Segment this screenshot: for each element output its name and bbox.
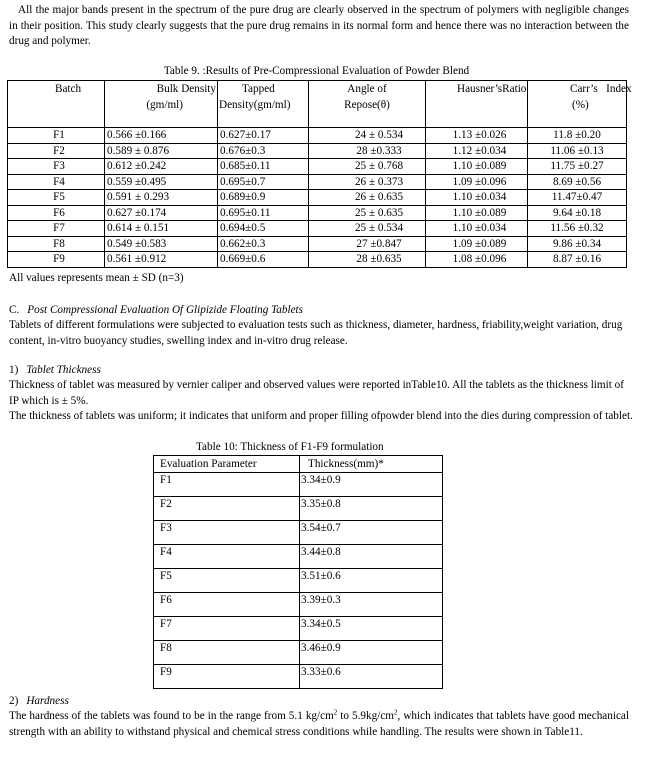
subsection-1-number: 1) (9, 364, 19, 376)
table9-cell: F6 (8, 205, 105, 221)
table9-cell: 1.10 ±0.034 (426, 190, 528, 206)
table10-cell: 3.44±0.8 (300, 545, 443, 569)
table9-cell: 26 ± 0.373 (309, 174, 426, 190)
table9-cell: 11.75 ±0.27 (528, 159, 627, 175)
table9-cell: F4 (8, 174, 105, 190)
table10-caption: Table 10: Thickness of F1-F9 formulation (196, 441, 384, 453)
table10-cell: 3.34±0.9 (300, 473, 443, 497)
section-c-text: Tablets of different formulations were subjected to evaluation tests such as thickness, diameter, hardness, friability,weight variation, drug content, in-vitro buoyancy studies, swelling index and in-vitro drug release. (9, 319, 623, 347)
table9-body (8, 128, 627, 268)
table9-header-line: Density(gm/ml) (219, 99, 291, 111)
hardness-sup-b: 2 (394, 708, 398, 717)
table9-cell: 11.56 ±0.32 (528, 221, 627, 237)
table10-cell: 3.39±0.3 (300, 593, 443, 617)
table9-header-line: Tapped (242, 83, 275, 95)
section-c-number: C. (9, 304, 20, 316)
table9 (7, 80, 632, 268)
table9-cell: 1.10 ±0.089 (426, 205, 528, 221)
table9-cell: F1 (8, 128, 105, 144)
table9-row (8, 143, 627, 159)
subsection-1-heading (9, 363, 101, 379)
table10-cell: F7 (154, 617, 300, 641)
hardness-sup-a: 2 (333, 708, 338, 717)
table9-cell: 0.676±0.3 (218, 143, 309, 159)
table10-cell: 3.46±0.9 (300, 641, 443, 665)
table10-cell: 3.54±0.7 (300, 521, 443, 545)
table9-cell: 1.08 ±0.096 (426, 252, 528, 268)
table9-cell: 11.47±0.47 (528, 190, 627, 206)
table9-header-line: Bulk Density (156, 83, 216, 95)
table9-cell: 9.64 ±0.18 (528, 205, 627, 221)
table9-cell: 1.09 ±0.089 (426, 236, 528, 252)
table10-row (154, 521, 443, 545)
table10-header-cell: Thickness(mm)* (300, 456, 443, 473)
table9-cell: 0.561 ±0.912 (105, 252, 218, 268)
table9-cell: 0.566 ±0.166 (105, 128, 218, 144)
subsection-1-title: Tablet Thickness (26, 364, 101, 376)
table9-cell: 25 ± 0.635 (309, 205, 426, 221)
table9-cell: F3 (8, 159, 105, 175)
subsection-2-heading (9, 694, 69, 710)
table9-cell: F2 (8, 143, 105, 159)
table9-cell: 0.695±0.11 (218, 205, 309, 221)
table9-header-line: Repose(θ) (344, 99, 390, 111)
table9-row (8, 174, 627, 190)
table9-cell: F9 (8, 252, 105, 268)
subsection-2-number: 2) (9, 695, 19, 707)
table9-cell: 0.614 ± 0.151 (105, 221, 218, 237)
table9-cell: 11.06 ±0.13 (528, 143, 627, 159)
table10-row (154, 569, 443, 593)
table9-cell: F8 (8, 236, 105, 252)
table9-cell: F5 (8, 190, 105, 206)
hardness-text-b: to 5.9kg/cm (337, 710, 394, 722)
table9-cell: 8.87 ±0.16 (528, 252, 627, 268)
table10-body (154, 473, 443, 689)
table9-header-line: Batch (55, 83, 82, 95)
table9-cell: 25 ± 0.534 (309, 221, 426, 237)
table10-row (154, 665, 443, 689)
hardness-text-c: , which indicates that tablets have good mechanical strength with an ability to withstand physical and chemical stress conditions while handling. The results were shown in Table11. (9, 710, 629, 738)
table10-row (154, 473, 443, 497)
table10-cell: 3.35±0.8 (300, 497, 443, 521)
subsection-2-text (9, 709, 629, 740)
table9-cell: 1.12 ±0.034 (426, 143, 528, 159)
table9-cell: 0.689±0.9 (218, 190, 309, 206)
table10-row (154, 617, 443, 641)
table9-cell: 1.10 ±0.034 (426, 221, 528, 237)
table10-header-row (154, 456, 443, 473)
section-c-heading (9, 303, 303, 319)
table9-row (8, 221, 627, 237)
table9-footnote: All values represents mean ± SD (n=3) (9, 272, 184, 284)
table9-cell: 24 ± 0.534 (309, 128, 426, 144)
hardness-text-a: The hardness of the tablets was found to be in the range from 5.1 kg/cm (9, 710, 334, 722)
table9-cell: 1.13 ±0.026 (426, 128, 528, 144)
table10-cell: F1 (154, 473, 300, 497)
table9-cell: 0.627 ±0.174 (105, 205, 218, 221)
table10-cell: F9 (154, 665, 300, 689)
table10-cell: F3 (154, 521, 300, 545)
table10-cell: F6 (154, 593, 300, 617)
table10-row (154, 593, 443, 617)
table9-row (8, 205, 627, 221)
table9-cell: 0.591 ± 0.293 (105, 190, 218, 206)
table10-cell: F8 (154, 641, 300, 665)
table9-cell: 1.10 ±0.089 (426, 159, 528, 175)
table9-header-line: Carr’s Index (570, 83, 632, 95)
subsection-2-title: Hardness (26, 695, 69, 707)
table10-row (154, 641, 443, 665)
table9-row (8, 236, 627, 252)
subsection-1-text1: Thickness of tablet was measured by vernier caliper and observed values were reported inTable10. All the tablets as the thickness limit of IP which is ± 5%. (9, 379, 624, 407)
table9-header-cell (8, 81, 105, 128)
table9-row (8, 128, 627, 144)
table9-header-line: (gm/ml) (146, 99, 183, 111)
intro-paragraph: All the major bands present in the spectrum of the pure drug are clearly observed in the spectrum of polymers with negligible changes in their position. This study clearly suggests that the pure drug remains in its normal form and hence there was no interaction between the drug and polymer. (9, 4, 629, 47)
subsection-1-text2: The thickness of tablets was uniform; it indicates that uniform and proper filling ofpowder blend into the dies during compression of tablet. (9, 410, 633, 422)
table9-header-line: Hausner’sRatio (457, 83, 527, 95)
table9-header-line: Angle of (347, 83, 387, 95)
table9-header-line: (%) (572, 99, 589, 111)
table9-cell: 25 ± 0.768 (309, 159, 426, 175)
table9-row (8, 252, 627, 268)
table10 (153, 455, 443, 689)
table10-cell: F5 (154, 569, 300, 593)
table9-cell: 0.627±0.17 (218, 128, 309, 144)
table9-cell: 26 ± 0.635 (309, 190, 426, 206)
table9-cell: 27 ±0.847 (309, 236, 426, 252)
table10-cell: F4 (154, 545, 300, 569)
table9-cell: F7 (8, 221, 105, 237)
table9-cell: 0.549 ±0.583 (105, 236, 218, 252)
table9-cell: 8.69 ±0.56 (528, 174, 627, 190)
table9-cell: 0.559 ±0.495 (105, 174, 218, 190)
table9-cell: 0.662±0.3 (218, 236, 309, 252)
table9-cell: 28 ±0.635 (309, 252, 426, 268)
table9-cell: 0.612 ±0.242 (105, 159, 218, 175)
section-c-title: Post Compressional Evaluation Of Glipizide Floating Tablets (27, 304, 304, 316)
table9-header-cell (309, 81, 426, 128)
table10-cell: 3.33±0.6 (300, 665, 443, 689)
table9-header-cell (218, 81, 309, 128)
table9-cell: 0.685±0.11 (218, 159, 309, 175)
table10-cell: 3.51±0.6 (300, 569, 443, 593)
table10-row (154, 545, 443, 569)
table9-cell: 9.86 ±0.34 (528, 236, 627, 252)
table9-cell: 0.695±0.7 (218, 174, 309, 190)
table9-header-cell (528, 81, 632, 128)
table9-cell: 0.694±0.5 (218, 221, 309, 237)
table10-header-cell: Evaluation Parameter (154, 456, 300, 473)
table9-cell: 28 ±0.333 (309, 143, 426, 159)
table10-cell: 3.34±0.5 (300, 617, 443, 641)
table9-caption: Table 9. :Results of Pre-Compressional Evaluation of Powder Blend (163, 65, 470, 77)
table10-row (154, 497, 443, 521)
table9-header-row (8, 81, 627, 128)
table9-row (8, 190, 627, 206)
table9-row (8, 159, 627, 175)
table9-cell: 1.09 ±0.096 (426, 174, 528, 190)
table9-cell: 0.589 ± 0.876 (105, 143, 218, 159)
table9-cell: 0.669±0.6 (218, 252, 309, 268)
table9-cell: 11.8 ±0.20 (528, 128, 627, 144)
table9-header-cell (105, 81, 218, 128)
table9-header-cell (426, 81, 528, 128)
table10-cell: F2 (154, 497, 300, 521)
